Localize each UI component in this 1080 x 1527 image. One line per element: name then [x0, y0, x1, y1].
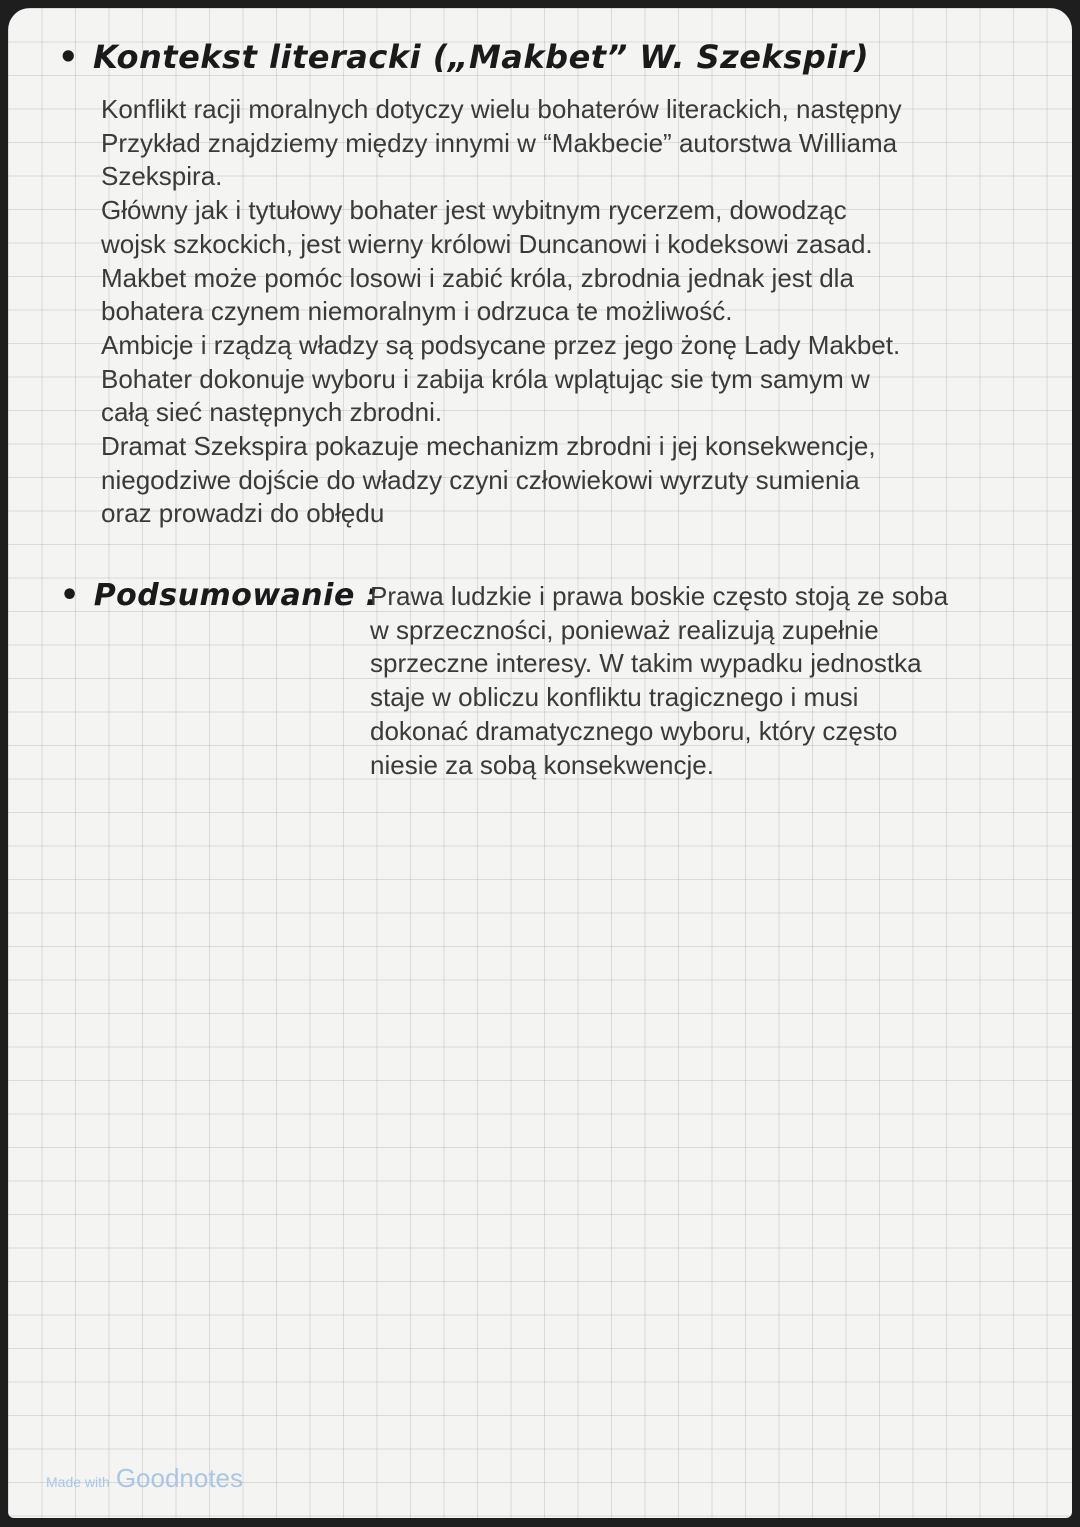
text-line: całą sieć następnych zbrodni. — [101, 397, 443, 428]
goodnotes-watermark — [46, 1463, 243, 1494]
heading-text: Podsumowanie : — [93, 578, 379, 613]
text-line: dokonać dramatycznego wyboru, który często — [370, 715, 898, 746]
text-line: niesie za sobą konsekwencje. — [370, 749, 714, 780]
section-heading-literary-context — [58, 38, 869, 76]
literary-context-paragraph — [101, 93, 1001, 531]
text-line: staje w obliczu konfliktu tragicznego i musi — [370, 682, 859, 713]
text-line: Konflikt racji moralnych dotyczy wielu bohaterów literackich, następny — [101, 94, 902, 124]
bullet: • — [60, 578, 80, 613]
text-line: oraz prowadzi do obłędu — [101, 498, 385, 529]
watermark-prefix: Made with — [46, 1474, 110, 1490]
text-line: Makbet może pomóc losowi i zabić króla, zbrodnia jednak jest dla — [101, 262, 854, 293]
heading-text: Kontekst literacki („Makbet” W. Szekspir) — [92, 38, 870, 76]
text-line: sprzeczne interesy. W takim wypadku jednostka — [370, 648, 922, 679]
section-heading-summary — [60, 578, 378, 613]
text-line: Główny jak i tytułowy bohater jest wybitnym rycerzem, dowodząc — [101, 195, 847, 226]
text-line: Bohater dokonuje wyboru i zabija króla wplątując sie tym samym w — [101, 363, 870, 394]
notebook-page — [8, 8, 1072, 1518]
summary-paragraph — [370, 580, 1020, 782]
text-line: Prawa ludzkie i prawa boskie często stoją ze soba — [370, 581, 949, 611]
text-line: Szekspira. — [101, 161, 223, 192]
watermark-brand: Goodnotes — [115, 1463, 244, 1493]
text-line: w sprzeczności, ponieważ realizują zupełnie — [370, 614, 879, 645]
text-line: Przykład znajdziemy między innymi w “Makbecie” autorstwa Williama — [101, 127, 898, 158]
text-line: Dramat Szekspira pokazuje mechanizm zbrodni i jej konsekwencje, — [101, 431, 876, 462]
text-line: bohatera czynem niemoralnym i odrzuca te możliwość. — [101, 296, 733, 327]
text-line: niegodziwe dojście do władzy czyni człowiekowi wyrzuty sumienia — [101, 464, 860, 495]
bullet: • — [58, 38, 79, 76]
text-line: wojsk szkockich, jest wierny królowi Duncanowi i kodeksowi zasad. — [101, 228, 873, 259]
text-line: Ambicje i rządzą władzy są podsycane przez jego żonę Lady Makbet. — [101, 329, 901, 360]
